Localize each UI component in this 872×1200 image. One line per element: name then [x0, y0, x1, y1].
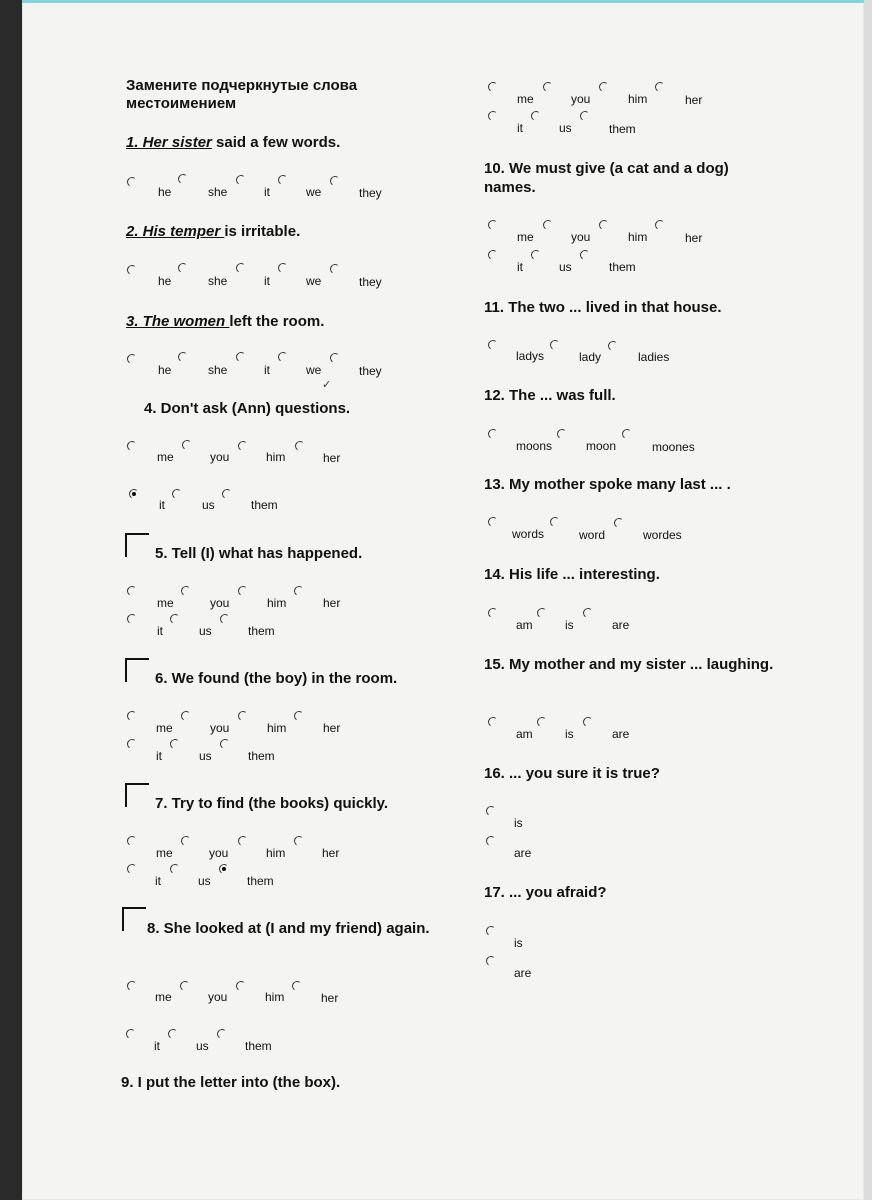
option-label: lady	[579, 350, 602, 364]
option-label: them	[609, 122, 636, 136]
option-label: am	[516, 618, 533, 632]
scan-top-edge	[22, 0, 864, 3]
option-label: you	[208, 990, 228, 1004]
option-label: us	[196, 1039, 209, 1053]
option-label: me	[156, 721, 173, 735]
option-label: they	[359, 364, 382, 378]
option-label: are	[612, 727, 630, 741]
option-label: it	[154, 1039, 160, 1053]
question-16: 16. ... you sure it is true?	[484, 765, 660, 782]
option-label: ladys	[516, 349, 545, 363]
option-label: word	[579, 528, 606, 542]
option-label: they	[359, 275, 382, 289]
question-9: 9. I put the letter into (the box).	[121, 1074, 341, 1091]
option-label: is	[514, 936, 523, 950]
option-label: me	[157, 596, 174, 610]
question-7: 7. Try to find (the books) quickly.	[155, 795, 389, 812]
option-label: they	[359, 186, 382, 200]
question-3-text: left the room.	[229, 313, 325, 330]
option-label: me	[157, 450, 174, 464]
question-8: 8. She looked at (I and my friend) again.	[147, 920, 430, 937]
option-label: she	[208, 363, 228, 377]
option-label: we	[306, 363, 322, 377]
option-label: us	[202, 498, 215, 512]
option-label: her	[685, 231, 703, 245]
option-label: them	[245, 1039, 272, 1053]
option-label: them	[248, 624, 275, 638]
checkbox-q6[interactable]	[125, 658, 149, 682]
option-label: you	[210, 596, 230, 610]
option-label: it	[517, 260, 523, 274]
worksheet-header: Замените подчеркнутые слова местоимением	[126, 77, 358, 112]
checkbox-q5[interactable]	[125, 533, 149, 557]
option-label: you	[209, 846, 229, 860]
option-label: it	[264, 185, 270, 199]
option-label: us	[199, 624, 212, 638]
question-4: 4. Don't ask (Ann) questions.	[144, 400, 351, 417]
question-2-text: is irritable.	[224, 223, 301, 240]
option-label: him	[265, 990, 285, 1004]
option-label: them	[251, 498, 278, 512]
option-label: him	[628, 92, 648, 106]
option-label: am	[516, 727, 533, 741]
option-label: you	[571, 230, 591, 244]
checkbox-q7[interactable]	[125, 783, 149, 807]
option-label: us	[199, 749, 212, 763]
option-label: us	[559, 260, 572, 274]
option-label: him	[267, 721, 287, 735]
option-label: them	[609, 260, 636, 274]
option-label: ladies	[638, 350, 670, 364]
option-label: he	[158, 185, 172, 199]
option-label: her	[321, 991, 339, 1005]
option-label: us	[198, 874, 211, 888]
option-label: it	[157, 624, 163, 638]
option-label: are	[612, 618, 630, 632]
option-label: her	[323, 596, 341, 610]
question-10: 10. We must give (a cat and a dog) names.	[484, 160, 729, 196]
option-label: him	[266, 450, 286, 464]
option-label: he	[158, 363, 172, 377]
option-label: he	[158, 274, 172, 288]
question-1	[126, 133, 340, 152]
option-label: it	[264, 274, 270, 288]
question-12: 12. The ... was full.	[484, 387, 616, 404]
option-label: me	[155, 990, 172, 1004]
option-label: him	[267, 596, 287, 610]
option-label: it	[517, 121, 523, 135]
question-3-underlined: 3. The women	[126, 313, 230, 330]
option-label: it	[156, 749, 162, 763]
question-17: 17. ... you afraid?	[484, 884, 607, 901]
option-label: she	[208, 274, 228, 288]
question-2-underlined: 2. His temper	[126, 223, 225, 240]
option-label: her	[685, 93, 703, 107]
question-5: 5. Tell (I) what has happened.	[155, 545, 363, 562]
option-label: her	[322, 846, 340, 860]
question-3	[126, 312, 324, 331]
option-label: moones	[652, 440, 695, 454]
option-label: are	[514, 846, 532, 860]
option-label: is	[514, 816, 523, 830]
option-label: her	[323, 451, 341, 465]
option-label: she	[208, 185, 228, 199]
option-label: words	[512, 527, 545, 541]
option-label: it	[159, 498, 165, 512]
option-label: moon	[586, 439, 617, 453]
scan-mark: ✓	[322, 379, 332, 391]
question-15: 15. My mother and my sister ... laughing.	[484, 656, 774, 673]
question-14: 14. His life ... interesting.	[484, 566, 660, 583]
option-label: me	[517, 230, 534, 244]
option-label: is	[565, 727, 574, 741]
option-label: him	[266, 846, 286, 860]
option-label: we	[306, 185, 322, 199]
question-6: 6. We found (the boy) in the room.	[155, 670, 398, 687]
option-label: him	[628, 230, 648, 244]
option-label: you	[210, 721, 230, 735]
option-label: her	[323, 721, 341, 735]
question-1-underlined: 1. Her sister	[126, 134, 212, 151]
question-13: 13. My mother spoke many last ... .	[484, 476, 731, 493]
scan-right-edge	[864, 0, 872, 1200]
option-label: you	[571, 92, 591, 106]
option-label: is	[565, 618, 574, 632]
option-label: it	[264, 363, 270, 377]
option-label: them	[247, 874, 274, 888]
question-1-text: said a few words.	[211, 134, 341, 151]
option-label: them	[248, 749, 275, 763]
option-label: you	[210, 450, 230, 464]
question-11: 11. The two ... lived in that house.	[484, 299, 722, 316]
option-label: me	[156, 846, 173, 860]
option-label: me	[517, 92, 534, 106]
option-label: are	[514, 966, 532, 980]
question-2	[126, 222, 300, 241]
option-label: wordes	[643, 528, 682, 542]
option-label: it	[155, 874, 161, 888]
option-label: us	[559, 121, 572, 135]
option-label: we	[306, 274, 322, 288]
option-label: moons	[516, 439, 553, 453]
